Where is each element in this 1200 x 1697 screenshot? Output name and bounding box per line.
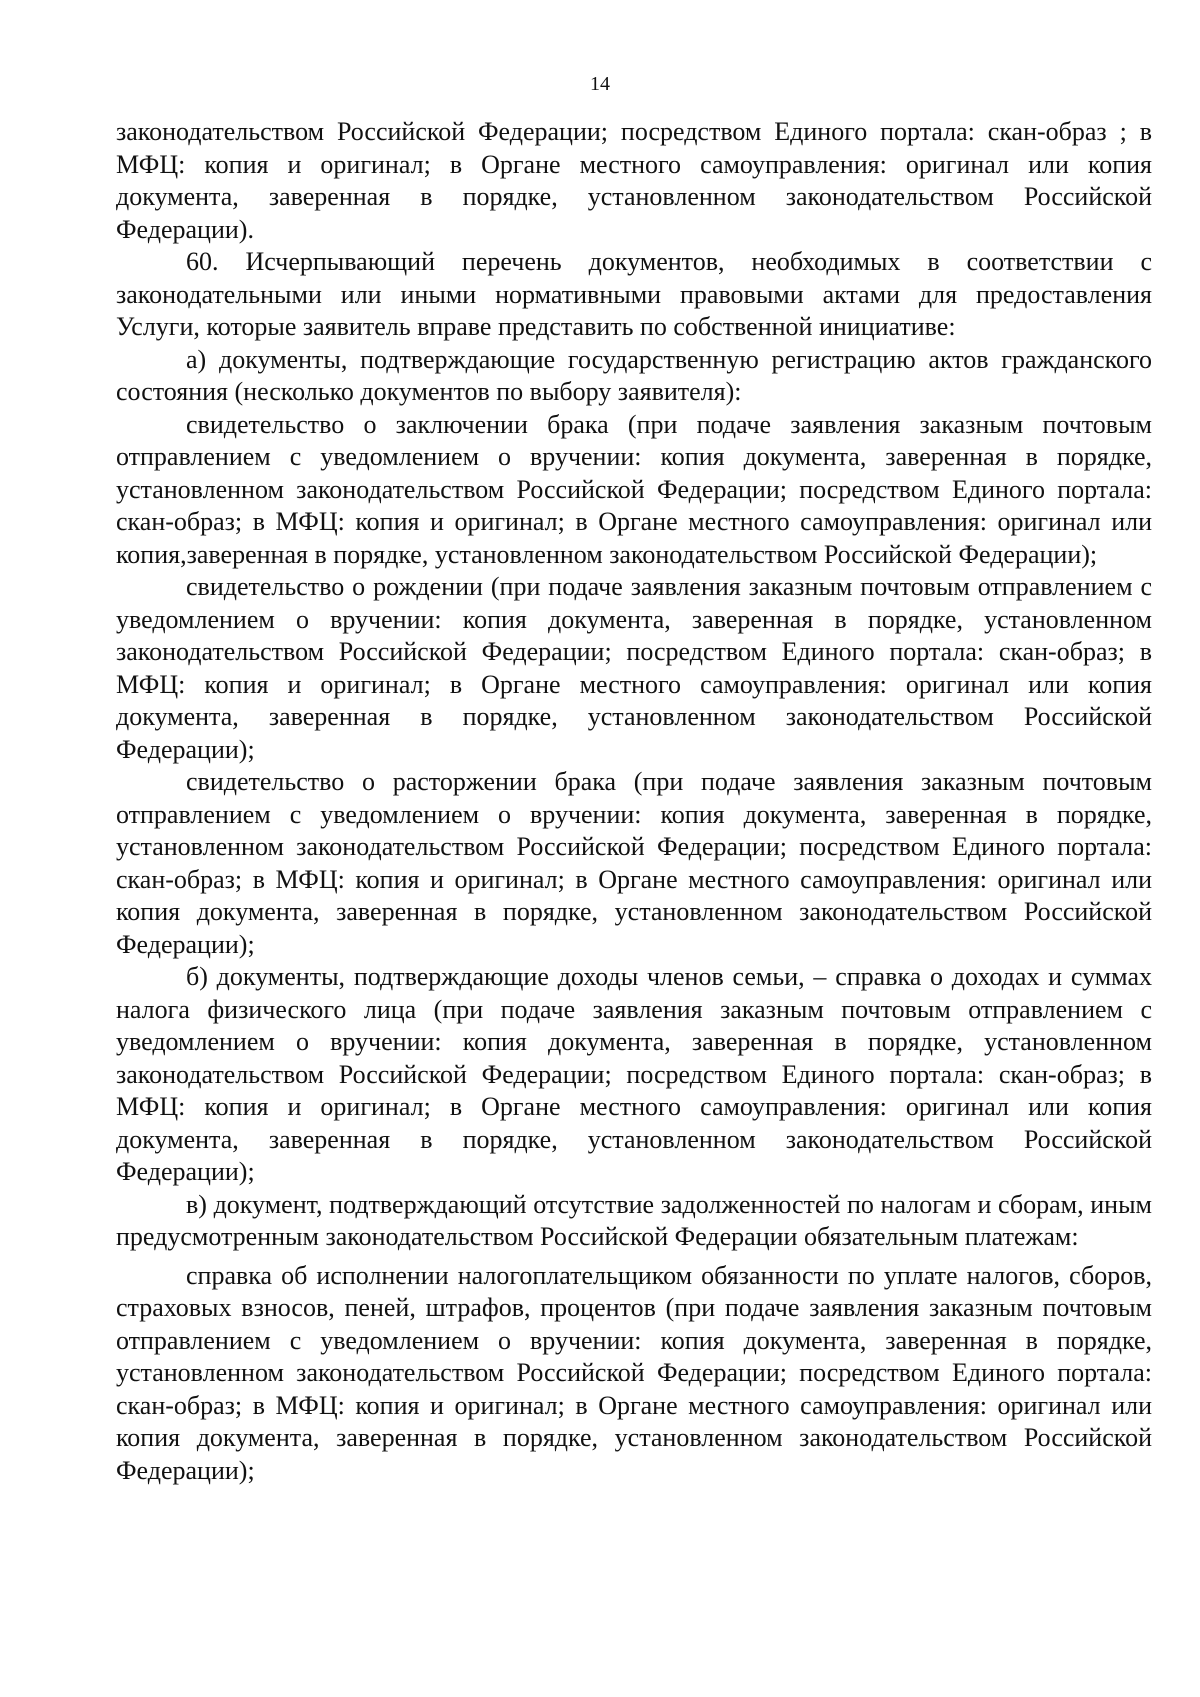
paragraph-marriage-certificate: свидетельство о заключении брака (при подаче заявления заказным почтовым отправлением с уведомлением о вручении: копия документа, заверенная в порядке, установленном законодательством Российской Федерации; посредством Единого портала: скан-образ; в МФЦ: копия и оригинал; в Органе местного самоуправления: оригинал или копия,заверенная в порядке, установленном законодательством Российской Федерации);	[116, 409, 1152, 569]
paragraph-subitem-a: а) документы, подтверждающие государственную регистрацию актов гражданского состояния (несколько документов по выбору заявителя):	[116, 344, 1152, 406]
page-number: 14	[590, 73, 610, 95]
paragraph-subitem-v: в) документ, подтверждающий отсутствие задолженностей по налогам и сборам, иным предусмотренным законодательством Российской Федерации обязательным платежам:	[116, 1189, 1152, 1251]
paragraph-subitem-b: б) документы, подтверждающие доходы членов семьи, – справка о доходах и суммах налога физического лица (при подаче заявления заказным почтовым отправлением с уведомлением о вручении: копия документа, заверенная в порядке, установленном законодательством Российской Федерации; посредством Единого портала: скан-образ; в МФЦ: копия и оригинал; в Органе местного самоуправления: оригинал или копия документа, заверенная в порядке, установленном законодательством Российской Федерации);	[116, 962, 1152, 1186]
document-body	[116, 116, 1152, 1487]
paragraph-birth-certificate: свидетельство о рождении (при подаче заявления заказным почтовым отправлением с уведомлением о вручении: копия документа, заверенная в порядке, установленном законодательством Российской Федерации; посредством Единого портала: скан-образ; в МФЦ: копия и оригинал; в Органе местного самоуправления: оригинал или копия документа, заверенная в порядке, установленном законодательством Российской Федерации);	[116, 572, 1152, 764]
paragraph-tax-certificate: справка об исполнении налогоплательщиком обязанности по уплате налогов, сборов, страховых взносов, пеней, штрафов, процентов (при подаче заявления заказным почтовым отправлением с уведомлением о вручении: копия документа, заверенная в порядке, установленном законодательством Российской Федерации; посредством Единого портала: скан-образ; в МФЦ: копия и оригинал; в Органе местного самоуправления: оригинал или копия документа, заверенная в порядке, установленном законодательством Российской Федерации);	[116, 1260, 1152, 1485]
paragraph-continuation: законодательством Российской Федерации; посредством Единого портала: скан-образ ; в МФЦ: копия и оригинал; в Органе местного самоуправления: оригинал или копия документа, заверенная в порядке, установленном законодательством Российской Федерации).	[116, 117, 1152, 244]
paragraph-divorce-certificate: свидетельство о расторжении брака (при подаче заявления заказным почтовым отправлением с уведомлением о вручении: копия документа, заверенная в порядке, установленном законодательством Российской Федерации; посредством Единого портала: скан-образ; в МФЦ: копия и оригинал; в Органе местного самоуправления: оригинал или копия документа, заверенная в порядке, установленном законодательством Российской Федерации);	[116, 767, 1152, 959]
paragraph-item-60: 60. Исчерпывающий перечень документов, необходимых в соответствии с законодательными или иными нормативными правовыми актами для предоставления Услуги, которые заявитель вправе представить по собственной инициативе:	[116, 247, 1152, 341]
